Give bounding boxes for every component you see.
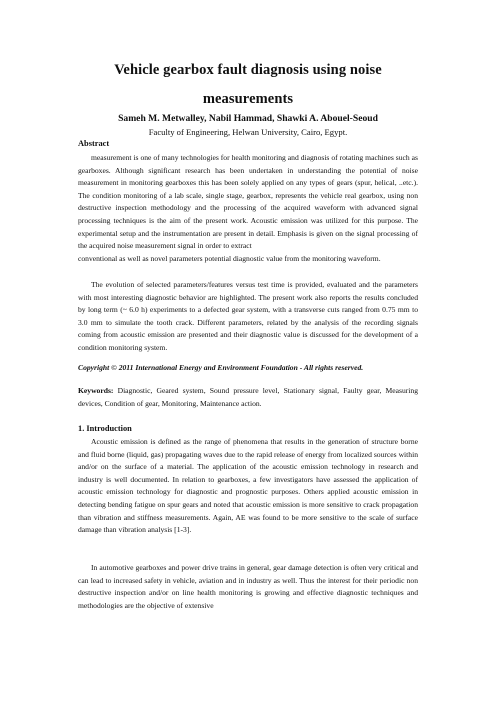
affiliation: Faculty of Engineering, Helwan University, Cairo, Egypt. [148,127,348,137]
introduction-paragraph-1: Acoustic emission is defined as the range of phenomena that results in the generation of structure borne and fluid borne (liquid, gas) propagating waves due to the rapid release of energy from localized sources within and/or on the surface of a material. The application of the acoustic emission technology in research and industry is well documented. In relation to gearboxes, a few investigators have assessed the application of acoustic emission technology for diagnostic and prognostic purposes. Others applied acoustic emission in detecting bending fatigue on spur gears and noted that acoustic emission is more sensitive to crack propagation than vibration and stiffness measurements. Again, AE was found to be more sensitive to the scale of surface damage than vibration analysis [1-3]. [78,437,418,535]
introduction-paragraph-2: In automotive gearboxes and power drive trains in general, gear damage detection is often very critical and can lead to increased safety in vehicle, aviation and in industry as well. Thus the interest for their periodic non destructive inspection and/or on line health monitoring is growing and effective diagnostic techniques and methodologies are the objective of extensive [78,563,418,610]
abstract-paragraph-2: conventional as well as novel parameters potential diagnostic value from the monitoring waveform. [78,254,381,263]
paper-title-line-2: measurements [202,91,294,107]
keywords [78,385,418,410]
abstract-paragraph-3: The evolution of selected parameters/features versus test time is provided, evaluated and the parameters with most interesting diagnostic behavior are highlighted. The present work also reports the results concluded by long term (~ 6.0 h) experiments to a defected gear system, with a transverse cuts ranged from 0.75 mm to 3.0 mm to simulate the tooth crack. Different parameters, related by the analysis of the recording signals coming from acoustic emission are presented and their diagnostic value is discussed for the development of a condition monitoring system. [78,280,418,352]
paper-title-line-1: Vehicle gearbox fault diagnosis using noise [114,62,382,78]
author-list: Sameh M. Metwalley, Nabil Hammad, Shawki A. Abouel-Seoud [118,113,378,124]
abstract-heading: Abstract [78,139,110,148]
copyright-notice: Copyright © 2011 International Energy and Environment Foundation - All rights reserved. [78,363,364,372]
abstract-paragraph-1: measurement is one of many technologies for health monitoring and diagnosis of rotating machines such as gearboxes. Although significant research has been undertaken in understanding the potential of noise measurement in monitoring gearboxes this has been solely applied on any types of gears (spur, helical, ..etc.). The condition monitoring of a lab scale, single stage, gearbox, represents the vehicle real gearbox, using non destructive inspection methodology and the processing of the acquired waveform with advanced signal processing techniques is the aim of the present work. Acoustic emission was utilized for this purpose. The experimental setup and the instrumentation are present in detail. Emphasis is given on the signal processing of the acquired noise measurement signal in order to extract [78,153,418,251]
section-heading-introduction: 1. Introduction [78,424,132,433]
keywords-label: Keywords: [78,386,114,395]
keywords-text: Diagnostic, Geared system, Sound pressure level, Stationary signal, Faulty gear, Measuring devices, Condition of gear, Monitoring, Maintenance action. [78,386,418,408]
